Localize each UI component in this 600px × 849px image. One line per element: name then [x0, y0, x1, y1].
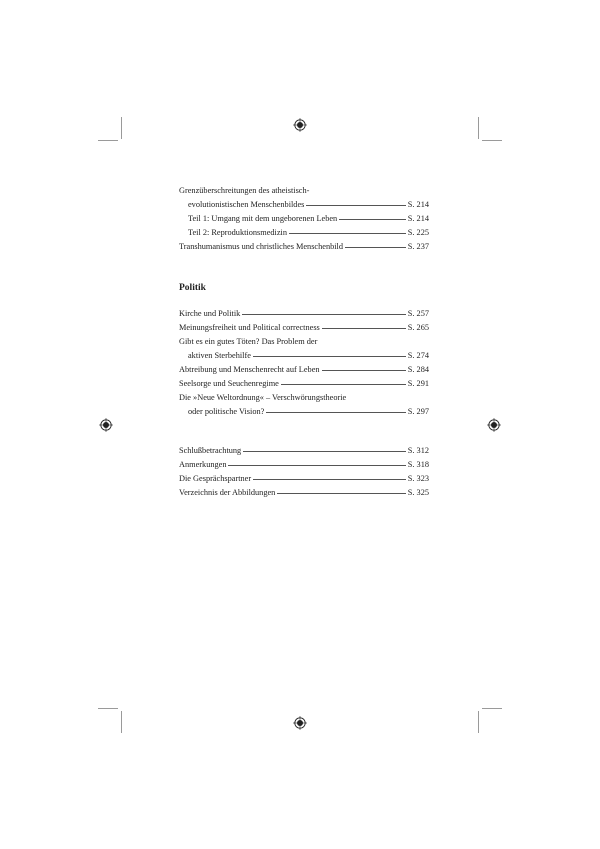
toc-entry[interactable] — [179, 486, 429, 500]
toc-page-number: S. 225 — [407, 228, 429, 237]
crop-mark — [482, 140, 502, 141]
toc-entry[interactable] — [179, 321, 429, 335]
toc-page-number: S. 323 — [407, 474, 429, 483]
dot-leader — [322, 328, 406, 329]
toc-page-number: S. 297 — [407, 407, 429, 416]
toc-page-number: S. 274 — [407, 351, 429, 360]
toc-entry[interactable] — [179, 307, 429, 321]
toc-entry[interactable] — [179, 363, 429, 377]
toc-page-number: S. 325 — [407, 488, 429, 497]
crop-mark — [482, 708, 502, 709]
toc-entry-title: aktiven Sterbehilfe — [188, 351, 251, 360]
toc-group-2 — [179, 307, 429, 419]
toc-entry-title: Kirche und Politik — [179, 309, 241, 318]
dot-leader — [345, 247, 406, 248]
dot-leader — [322, 370, 406, 371]
registration-mark-icon — [293, 118, 307, 132]
toc-page-number: S. 214 — [407, 200, 429, 209]
toc-page-number: S. 312 — [407, 446, 429, 455]
toc-entry[interactable] — [179, 391, 429, 419]
toc-entry[interactable] — [179, 472, 429, 486]
toc-entry[interactable] — [179, 212, 429, 226]
toc-page-number: S. 318 — [407, 460, 429, 469]
toc-group-1 — [179, 184, 429, 254]
toc-entry-title: Abtreibung und Menschenrecht auf Leben — [179, 365, 320, 374]
toc-entry[interactable] — [179, 240, 429, 254]
toc-entry-title: Seelsorge und Seuchenregime — [179, 379, 279, 388]
toc-entry[interactable] — [179, 226, 429, 240]
crop-mark — [121, 711, 122, 733]
toc-entry[interactable] — [179, 335, 429, 363]
toc-page-number: S. 265 — [407, 323, 429, 332]
crop-mark — [121, 117, 122, 139]
dot-leader — [277, 493, 405, 494]
dot-leader — [339, 219, 406, 220]
toc-entry-title: Die »Neue Weltordnung« – Verschwörungstheorie — [179, 393, 347, 402]
registration-mark-icon — [99, 418, 113, 432]
toc-entry-title: Gibt es ein gutes Töten? Das Problem der — [179, 337, 318, 346]
toc-entry[interactable] — [179, 458, 429, 472]
toc-entry-title: oder politische Vision? — [188, 407, 265, 416]
toc-entry-title: Teil 1: Umgang mit dem ungeborenen Leben — [188, 214, 338, 223]
dot-leader — [228, 465, 405, 466]
dot-leader — [289, 233, 406, 234]
toc-entry-title: Verzeichnis der Abbildungen — [179, 488, 276, 497]
dot-leader — [281, 384, 406, 385]
toc-entry-title: Meinungsfreiheit und Political correctness — [179, 323, 320, 332]
toc-entry-title: Teil 2: Reproduktionsmedizin — [188, 228, 287, 237]
dot-leader — [306, 205, 405, 206]
toc-page-number: S. 237 — [407, 242, 429, 251]
toc-entry[interactable] — [179, 377, 429, 391]
toc-page-number: S. 284 — [407, 365, 429, 374]
dot-leader — [243, 451, 406, 452]
toc-page-number: S. 291 — [407, 379, 429, 388]
toc-entry-title: Schlußbetrachtung — [179, 446, 242, 455]
toc-entry[interactable] — [179, 444, 429, 458]
registration-mark-icon — [293, 716, 307, 730]
toc-entry-title: Transhumanismus und christliches Menschenbild — [179, 242, 344, 251]
toc-page-number: S. 214 — [407, 214, 429, 223]
crop-mark — [98, 140, 118, 141]
dot-leader — [253, 356, 406, 357]
toc-page-number: S. 257 — [407, 309, 429, 318]
dot-leader — [253, 479, 406, 480]
section-title: Politik — [179, 283, 206, 293]
toc-entry-title: Die Gesprächspartner — [179, 474, 252, 483]
crop-mark — [478, 117, 479, 139]
registration-mark-icon — [487, 418, 501, 432]
toc-entry[interactable] — [179, 184, 429, 212]
dot-leader — [266, 412, 405, 413]
crop-mark — [478, 711, 479, 733]
dot-leader — [242, 314, 405, 315]
toc-entry-title: evolutionistischen Menschenbildes — [188, 200, 305, 209]
crop-mark — [98, 708, 118, 709]
toc-entry-title: Grenzüberschreitungen des atheistisch- — [179, 186, 310, 195]
toc-entry-title: Anmerkungen — [179, 460, 227, 469]
toc-group-3 — [179, 444, 429, 500]
